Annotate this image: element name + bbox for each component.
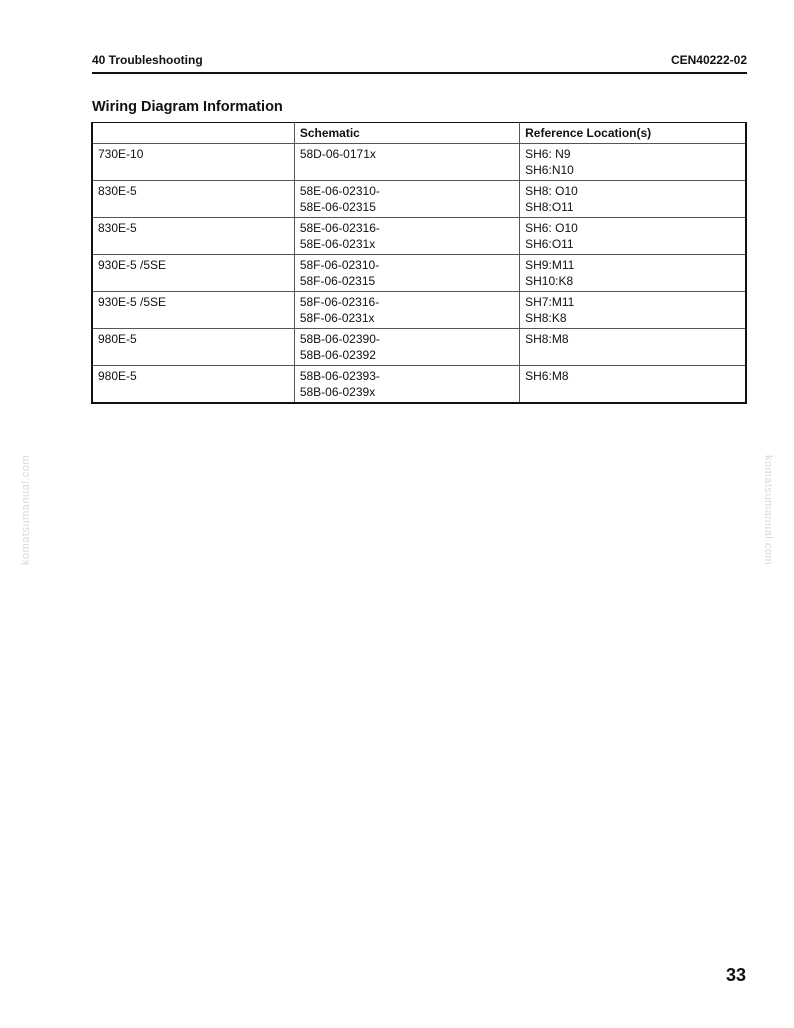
- schematic-line: 58E-06-02310-: [299, 184, 380, 198]
- table-row: [92, 218, 746, 255]
- schematic-cell: [294, 255, 519, 292]
- document-code: CEN40222-02: [670, 53, 747, 67]
- model-cell: 730E-10: [92, 144, 294, 181]
- header-schematic: Schematic: [294, 123, 519, 144]
- watermark-left: komatsumanual.com: [20, 455, 32, 565]
- table-row: [92, 292, 746, 329]
- reference-line: SH8:O11: [525, 200, 574, 214]
- section-chapter: 40 Troubleshooting: [92, 53, 203, 67]
- reference-cell: [520, 144, 746, 181]
- schematic-line: 58E-06-0231x: [299, 237, 376, 251]
- reference-cell: [520, 292, 746, 329]
- schematic-cell: [294, 329, 519, 366]
- schematic-cell: [294, 181, 519, 218]
- schematic-line: 58B-06-02393-: [299, 369, 380, 383]
- model-cell: 980E-5: [92, 366, 294, 404]
- reference-line: SH7:M11: [525, 295, 575, 309]
- table-row: [92, 366, 746, 404]
- schematic-line: 58F-06-02310-: [299, 258, 380, 272]
- model-cell: 830E-5: [92, 218, 294, 255]
- reference-line: SH9:M11: [525, 258, 575, 272]
- reference-cell: [520, 218, 746, 255]
- schematic-line: 58D-06-0171x: [299, 147, 376, 161]
- reference-cell: [520, 181, 746, 218]
- table-row: [92, 255, 746, 292]
- model-cell: 930E-5 /5SE: [92, 255, 294, 292]
- reference-cell: [520, 255, 746, 292]
- wiring-diagram-table: [91, 122, 747, 404]
- reference-line: SH8:K8: [525, 311, 567, 325]
- section-title: Wiring Diagram Information: [92, 99, 283, 115]
- reference-line: SH8: O10: [525, 184, 578, 198]
- model-cell: 980E-5: [92, 329, 294, 366]
- watermark-right: komatsumanual.com: [762, 455, 774, 565]
- reference-line: SH6:N10: [525, 163, 574, 177]
- page-header: [92, 52, 747, 74]
- schematic-line: 58F-06-0231x: [299, 311, 375, 325]
- reference-line: SH6: N9: [525, 147, 571, 161]
- reference-cell: [520, 366, 746, 404]
- page-number: 33: [725, 965, 746, 985]
- schematic-line: 58B-06-02390-: [299, 332, 380, 346]
- schematic-line: 58E-06-02316-: [299, 221, 380, 235]
- model-cell: 830E-5: [92, 181, 294, 218]
- reference-line: SH6: O10: [525, 221, 578, 235]
- schematic-line: 58F-06-02316-: [299, 295, 380, 309]
- schematic-line: 58E-06-02315: [299, 200, 376, 214]
- schematic-line: 58B-06-0239x: [299, 385, 376, 399]
- reference-cell: [520, 329, 746, 366]
- header-model: [92, 123, 294, 144]
- header-reference: Reference Location(s): [520, 123, 746, 144]
- reference-line: SH8:M8: [525, 332, 569, 346]
- schematic-cell: [294, 292, 519, 329]
- schematic-cell: [294, 366, 519, 404]
- schematic-cell: [294, 144, 519, 181]
- reference-line: SH6:M8: [525, 369, 569, 383]
- table-header-row: [92, 123, 746, 144]
- reference-line: SH6:O11: [525, 237, 574, 251]
- reference-line: SH10:K8: [525, 274, 574, 288]
- table-row: [92, 329, 746, 366]
- schematic-cell: [294, 218, 519, 255]
- table-row: [92, 181, 746, 218]
- model-cell: 930E-5 /5SE: [92, 292, 294, 329]
- schematic-line: 58B-06-02392: [299, 348, 376, 362]
- schematic-line: 58F-06-02315: [299, 274, 376, 288]
- table-row: [92, 144, 746, 181]
